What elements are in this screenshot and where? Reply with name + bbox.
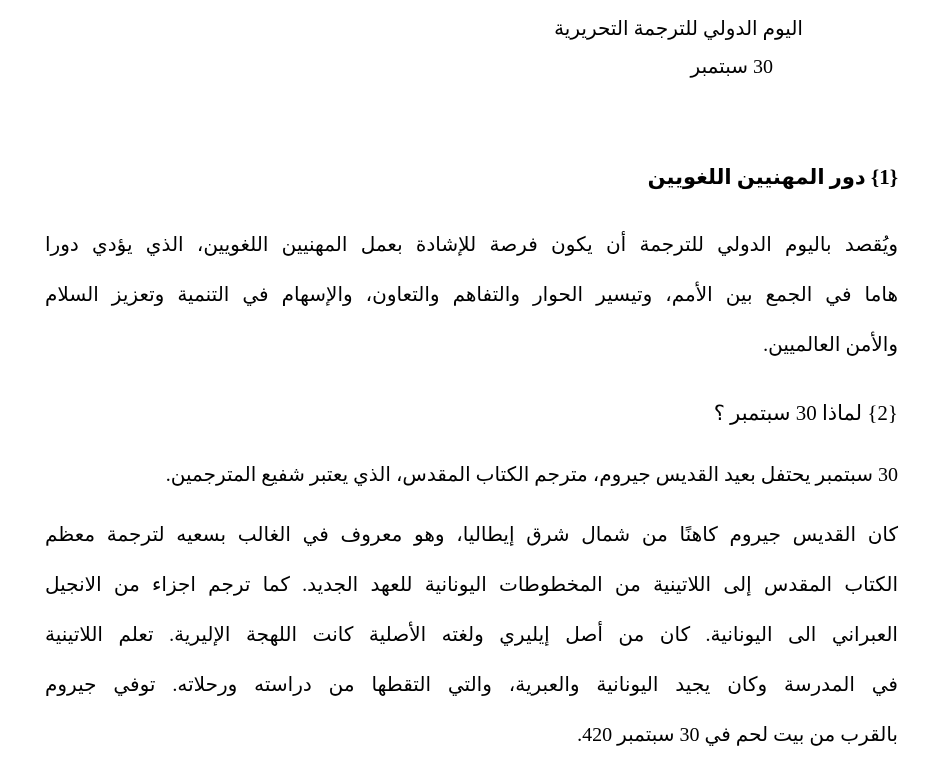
paragraph-1-line-1: ويُقصد باليوم الدولي للترجمة أن يكون فرصة للإشادة بعمل المهنيين اللغويين، الذي يؤدي دورا (45, 234, 899, 256)
paragraph-3 (45, 510, 898, 760)
paragraph-3-line-5: بالقرب من بيت لحم في 30 سبتمبر 420. (577, 724, 898, 746)
paragraph-3-line-3: العبراني الى اليونانية. كان من أصل إيليري ولغته الأصلية كانت اللهجة الإليرية. تعلم اللاتينية (45, 624, 898, 646)
document-body (45, 0, 898, 760)
document-header-date: 30 سبتمبر (690, 56, 773, 78)
document-header-title: اليوم الدولي للترجمة التحريرية (554, 18, 803, 40)
section-1-heading: {1} دور المهنيين اللغويين (647, 165, 898, 189)
paragraph-3-line-2: الكتاب المقدس إلى اللاتينية من المخطوطات اليونانية للعهد الجديد. كما ترجم اجزاء من الانجيل (45, 574, 898, 596)
paragraph-1 (45, 220, 898, 370)
paragraph-1-line-3: والأمن العالميين. (763, 334, 898, 356)
section-2-heading: {2} لماذا 30 سبتمبر ؟ (713, 401, 898, 425)
paragraph-2 (45, 450, 898, 500)
paragraph-3-line-1: كان القديس جيروم كاهنًا من شمال شرق إيطاليا، وهو معروف في الغالب بسعيه لترجمة معظم (45, 524, 898, 546)
paragraph-2-line-1: 30 سبتمبر يحتفل بعيد القديس جيروم، مترجم الكتاب المقدس، الذي يعتبر شفيع المترجمين. (165, 464, 898, 486)
paragraph-1-line-2: هاما في الجمع بين الأمم، وتيسير الحوار والتفاهم والتعاون، والإسهام في التنمية وتعزيز السلام (45, 284, 898, 306)
paragraph-3-line-4: في المدرسة وكان يجيد اليونانية والعبرية، والتي التقطها من دراسته ورحلاته. توفي جيروم (45, 674, 898, 696)
